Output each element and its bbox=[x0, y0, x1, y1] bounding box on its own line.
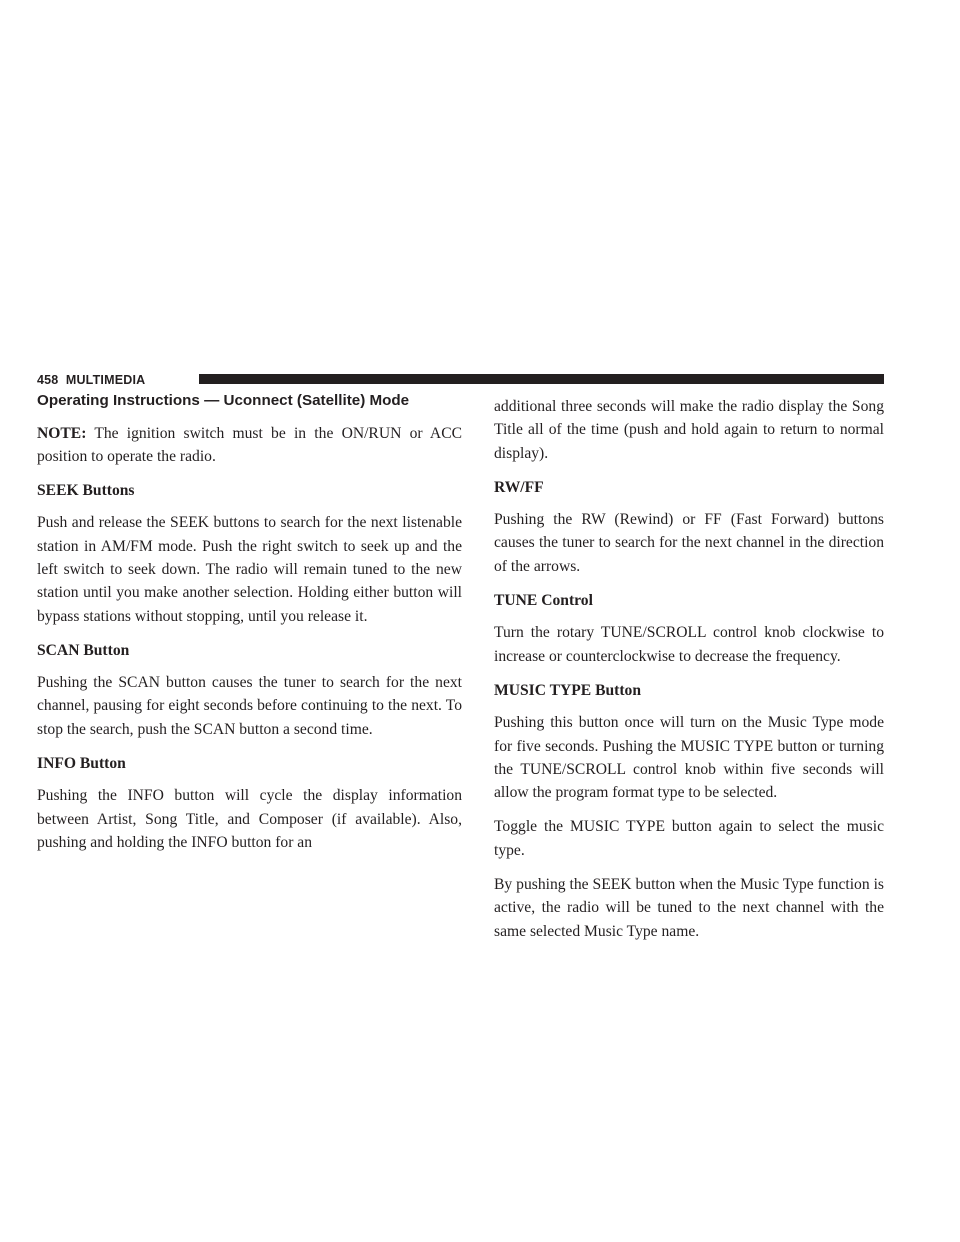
tune-paragraph: Turn the rotary TUNE/SCROLL control knob clockwise to increase or counterclockwise to decrease the frequency. bbox=[494, 624, 884, 665]
page-number-label: 458 MULTIMEDIA bbox=[37, 373, 146, 387]
section-title: Operating Instructions — Uconnect (Satellite) Mode bbox=[37, 392, 410, 409]
left-column bbox=[37, 392, 462, 865]
scan-heading: SCAN Button bbox=[37, 641, 130, 659]
info-continued-paragraph: additional three seconds will make the radio display the Song Title all of the time (push and hold again to return to normal display). bbox=[494, 398, 884, 462]
music-type-heading: MUSIC TYPE Button bbox=[494, 681, 642, 699]
info-paragraph: Pushing the INFO button will cycle the display information between Artist, Song Title, and Composer (if available). Also, pushing and holding the INFO button for an bbox=[37, 787, 462, 851]
seek-heading: SEEK Buttons bbox=[37, 482, 135, 500]
tune-heading: TUNE Control bbox=[494, 592, 593, 610]
scan-paragraph: Pushing the SCAN button causes the tuner to search for the next channel, pausing for eight seconds before continuing to the next. To stop the search, push the SCAN button a second time. bbox=[37, 674, 462, 738]
right-column bbox=[494, 395, 884, 954]
note-text: The ignition switch must be in the ON/RUN or ACC position to operate the radio. bbox=[37, 424, 462, 465]
rwff-paragraph: Pushing the RW (Rewind) or FF (Fast Forward) buttons causes the tuner to search for the next channel in the direction of the arrows. bbox=[494, 511, 884, 575]
header-rule bbox=[199, 374, 884, 384]
music-type-paragraph-3: By pushing the SEEK button when the Music Type function is active, the radio will be tuned to the next channel with the same selected Music Type name. bbox=[494, 876, 884, 940]
seek-paragraph: Push and release the SEEK buttons to search for the next listenable station in AM/FM mode. Push the right switch to seek up and the left switch to seek down. The radio will remain tuned to the new station until you make another selection. Holding either button will bypass stations without stopping, until you release it. bbox=[37, 514, 462, 625]
music-type-paragraph-2: Toggle the MUSIC TYPE button again to select the music type. bbox=[494, 818, 884, 859]
note-label: NOTE: bbox=[37, 424, 87, 442]
rwff-heading: RW/FF bbox=[494, 478, 544, 496]
page-header bbox=[37, 372, 884, 388]
music-type-paragraph-1: Pushing this button once will turn on the Music Type mode for five seconds. Pushing the MUSIC TYPE button or turning the TUNE/SCROLL control knob within five seconds will allow the program format type to be selected. bbox=[494, 714, 884, 802]
info-heading: INFO Button bbox=[37, 755, 126, 773]
note-paragraph bbox=[37, 422, 462, 469]
